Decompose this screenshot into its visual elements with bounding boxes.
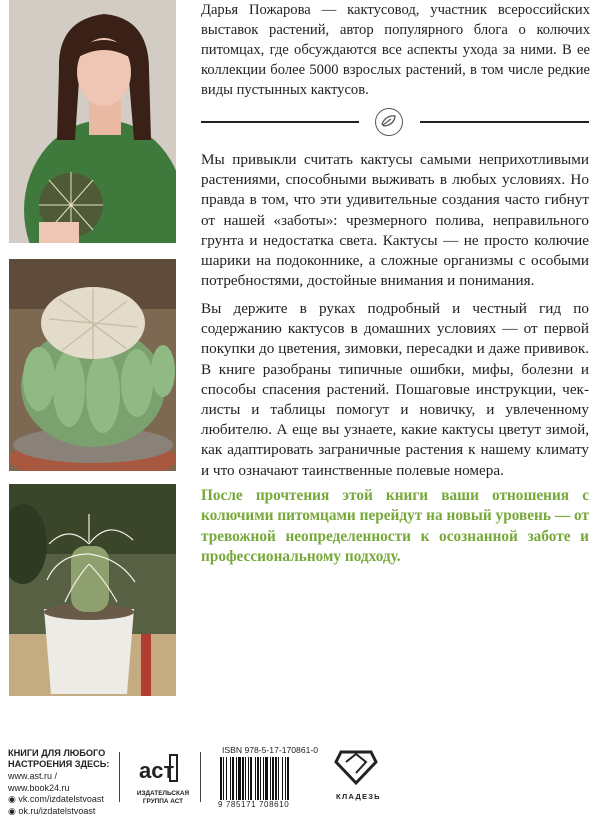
- imprint-name: КЛАДЕЗЬ: [336, 792, 381, 801]
- link-website[interactable]: www.ast.ru / www.book24.ru: [8, 771, 70, 793]
- barcode-bar: [282, 757, 283, 800]
- barcode-bar: [272, 757, 274, 800]
- barcode-bar: [220, 757, 222, 800]
- footer-divider-1: [119, 752, 120, 802]
- ok-icon: ◉: [8, 805, 19, 816]
- author-bio-text: — кактусовод, участник всероссийских выставок растений, автор популярного блога о колючих питомцах, где обсуждаются все аспекты ухода за ними. В ее коллекции более 5000 взрослых растений, в том числе редкие виды пустынных кактусов.: [201, 2, 590, 98]
- barcode-bar: [223, 757, 224, 800]
- diamond-icon: [334, 746, 378, 786]
- author-portrait-icon: [9, 0, 176, 243]
- barcode-bar: [265, 757, 268, 800]
- body-paragraph-2: Вы держите в руках подробный и честный гид по содержанию кактусов в домашних условиях — от первой покупки до цветения, зимовки, пересадки и даже прививок. В книге разобраны типичные ошибки, мифы, болезни и способы спасения растений. Пошаговые инструкции, чек-листы и таблицы помогут и новичку, и увлеченному любителю. А еще вы узнаете, какие кактусы цветут зимой, как адаптировать заграничные растения к нашему климату и что означают таинственные полевые номера.: [201, 300, 589, 479]
- barcode-bar: [245, 757, 246, 800]
- author-portrait-photo: [9, 0, 176, 243]
- barcode-bar: [242, 757, 244, 800]
- cactus-icon: [9, 259, 176, 471]
- barcode-digits: 9 785171 708610: [218, 800, 290, 809]
- barcode-bar: [275, 757, 277, 800]
- footer-divider-2: [200, 752, 201, 802]
- barcode-bar: [257, 757, 259, 800]
- website-links: [8, 771, 118, 817]
- author-bio: [201, 0, 590, 100]
- author-name: Дарья Пожарова: [201, 2, 311, 18]
- barcode-bar: [255, 757, 256, 800]
- divider-line-right: [420, 121, 589, 123]
- barcode-bar: [236, 757, 237, 800]
- barcode-bar: [278, 757, 279, 800]
- divider-line-left: [201, 121, 359, 123]
- barcode-bar: [226, 757, 227, 800]
- hairy-cactus-photo: [9, 484, 176, 696]
- barcode-bar: [250, 757, 252, 800]
- barcode-bar: [263, 757, 264, 800]
- barcode-bar: [238, 757, 241, 800]
- leaf-icon: [375, 108, 403, 136]
- link-ok-text[interactable]: ok.ru/izdatelstvoast: [18, 805, 96, 816]
- body-paragraph-1: Мы привыкли считать кактусы самыми неприхотливыми растениями, способными выживать в любых условиях. Но правда в том, что эти удивительные создания часто гибнут от нашей «заботы»: чрезмерного полива, неправильного грунта и недостатка света. Кактусы — не просто колючие шарики на подоконнике, а сложные организмы с особыми потребностями, достойные внимания и понимания.: [201, 151, 589, 290]
- barcode-bar: [287, 757, 289, 800]
- isbn: ISBN 978-5-17-170861-0: [222, 745, 319, 755]
- publisher-caption: ИЗДАТЕЛЬСКАЯ ГРУППА АСТ: [136, 790, 190, 805]
- hairy-cactus-icon: [9, 484, 176, 696]
- link-vk[interactable]: [8, 794, 118, 806]
- barcode-bar: [260, 757, 261, 800]
- ast-logo: [137, 751, 181, 787]
- barcode-bar: [285, 757, 286, 800]
- link-vk-text[interactable]: vk.com/izdatelstvoast: [18, 794, 104, 805]
- link-ok[interactable]: [8, 806, 118, 817]
- leaf-icon-svg: [376, 109, 401, 134]
- barcode-bar: [232, 757, 234, 800]
- ast-logo-text: аст: [139, 758, 175, 783]
- barcode-icon: [218, 757, 310, 802]
- barcode-bar: [230, 757, 231, 800]
- barcode-bar: [248, 757, 249, 800]
- cactus-photo: [9, 259, 176, 471]
- promo-heading: КНИГИ ДЛЯ ЛЮБОГО НАСТРОЕНИЯ ЗДЕСЬ:: [8, 748, 110, 769]
- barcode-bar: [270, 757, 271, 800]
- highlight-paragraph: После прочтения этой книги ваши отношения с колючими питомцами перейдут на новый уровень — от тревожной неопределенности к осознанной заботе и профессиональному подходу.: [201, 487, 589, 565]
- vk-icon: ◉: [8, 794, 19, 805]
